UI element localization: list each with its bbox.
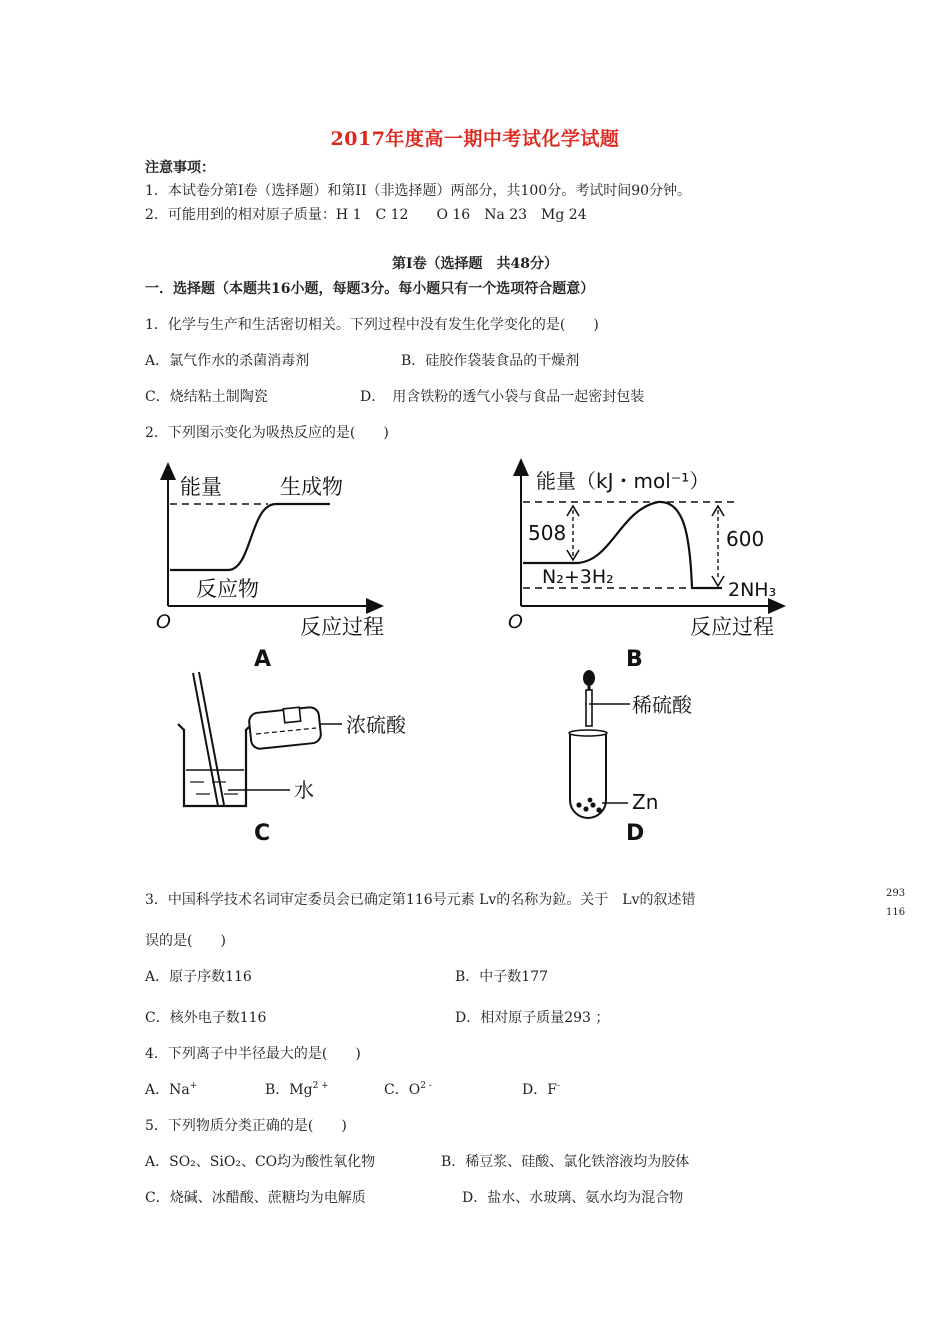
figure-c bbox=[178, 672, 407, 846]
q1-stem: 1．化学与生产和生活密切相关。下列过程中没有发生化学变化的是( ) bbox=[145, 317, 599, 333]
fig-b-value-600: 600 bbox=[726, 527, 765, 551]
fig-b-ylabel: 能量（kJ・mol⁻¹） bbox=[536, 469, 710, 493]
figure-d bbox=[569, 670, 693, 846]
q1-option-d: D． 用含铁粉的透气小袋与食品一起密封包装 bbox=[360, 389, 645, 405]
fig-b-letter: B bbox=[626, 647, 643, 672]
fig-a-letter: A bbox=[254, 647, 272, 672]
q3-stem-continued: 误的是( ) bbox=[145, 933, 226, 949]
figure-b bbox=[508, 466, 778, 672]
q3-option-d: D．相对原子质量293 ； bbox=[455, 1010, 610, 1026]
q3-option-c: C．核外电子数116 bbox=[145, 1010, 267, 1026]
q1-option-a: A．氯气作水的杀菌消毒剂 bbox=[145, 353, 310, 369]
fig-c-letter: C bbox=[254, 821, 271, 846]
fig-c-acid-label: 浓硫酸 bbox=[346, 713, 406, 737]
fig-d-metal-label: Zn bbox=[632, 790, 659, 814]
fig-a-xlabel: 反应过程 bbox=[300, 615, 384, 639]
notice-item-1: 1．本试卷分第Ⅰ卷（选择题）和第II（非选择题）两部分，共100分。考试时间90分钟。 bbox=[145, 183, 692, 199]
page-title: 2017年度高一期中考试化学试题 bbox=[330, 128, 620, 150]
fig-b-value-508: 508 bbox=[528, 521, 567, 545]
q3-mass-number: 293 bbox=[886, 888, 906, 899]
fig-d-acid-label: 稀硫酸 bbox=[632, 693, 692, 717]
fig-a-origin: O bbox=[156, 611, 171, 633]
notice-item-2: 2．可能用到的相对原子质量：H 1 C 12 O 16 Na 23 Mg 24 bbox=[145, 207, 587, 223]
fig-a-ylabel: 能量 bbox=[180, 475, 222, 499]
fig-b-origin: O bbox=[508, 611, 523, 633]
q5-option-a: A．SO₂、SiO₂、CO均为酸性氧化物 bbox=[145, 1154, 376, 1170]
q3-stem: 3．中国科学技术名词审定委员会已确定第116号元素 Lv的名称为鉝。关于 Lv的叙述错 bbox=[145, 892, 696, 908]
q4-option-d: D．F- bbox=[522, 1081, 560, 1098]
q5-stem: 5．下列物质分类正确的是( ) bbox=[145, 1118, 347, 1134]
part-heading: 一．选择题（本题共16小题，每题3分。每小题只有一个选项符合题意） bbox=[145, 281, 595, 297]
q4-option-b: B．$Mg^{2 +}$ bbox=[265, 1081, 329, 1098]
q2-stem: 2．下列图示变化为吸热反应的是( ) bbox=[145, 425, 389, 441]
fig-b-reactant-label: N₂+3H₂ bbox=[542, 566, 614, 588]
q4-option-a: A．Na+ bbox=[145, 1081, 198, 1098]
q1-option-b: B．硅胶作袋装食品的干燥剂 bbox=[401, 353, 580, 369]
q5-option-c: C．烧碱、冰醋酸、蔗糖均为电解质 bbox=[145, 1190, 366, 1206]
q4-stem: 4．下列离子中半径最大的是( ) bbox=[145, 1046, 361, 1062]
fig-b-xlabel: 反应过程 bbox=[690, 615, 774, 639]
q3-option-b: B．中子数177 bbox=[455, 969, 549, 985]
fig-a-product-label: 生成物 bbox=[280, 475, 343, 499]
fig-a-reactant-label: 反应物 bbox=[196, 577, 259, 601]
figure-a bbox=[156, 470, 384, 672]
section-heading: 第Ⅰ卷（选择题 共48分） bbox=[391, 256, 559, 272]
notice-heading: 注意事项： bbox=[145, 160, 215, 176]
q3-option-a: A．原子序数116 bbox=[145, 969, 252, 985]
q1-option-c: C．烧结粘土制陶瓷 bbox=[145, 389, 268, 405]
fig-d-letter: D bbox=[626, 821, 645, 846]
q3-atomic-number: 116 bbox=[886, 907, 906, 918]
q5-option-d: D．盐水、水玻璃、氨水均为混合物 bbox=[462, 1190, 684, 1206]
q5-option-b: B．稀豆浆、硅酸、氯化铁溶液均为胶体 bbox=[441, 1154, 690, 1170]
q4-option-c: C．$O^{2 -}$ bbox=[384, 1081, 432, 1098]
fig-c-water-label: 水 bbox=[294, 778, 314, 802]
fig-b-product-label: 2NH₃ bbox=[728, 579, 777, 601]
